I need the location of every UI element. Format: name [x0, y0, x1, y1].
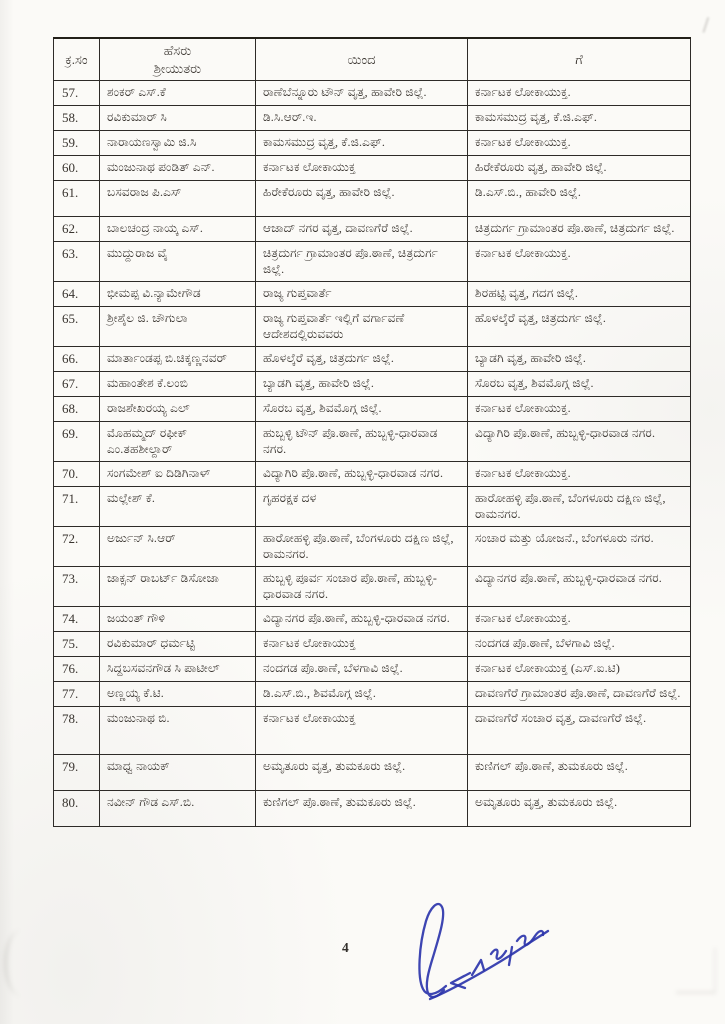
cell-name: ರವಿಕುಮಾರ್ ಸಿ	[100, 106, 256, 131]
cell-to: ಕರ್ನಾಟಕ ಲೋಕಾಯುಕ್ತ.	[468, 606, 691, 631]
table-row	[54, 180, 691, 216]
cell-serial: 70.	[54, 461, 100, 486]
cell-serial: 76.	[54, 656, 100, 681]
cell-serial: 67.	[54, 371, 100, 396]
cell-to: ವಿದ್ಯಾಗಿರಿ ಪೊ.ಠಾಣೆ, ಹುಬ್ಬಳ್ಳಿ-ಧಾರವಾಡ ನಗರ.	[468, 421, 691, 461]
cell-from: ನಂದಗಡ ಪೊ.ಠಾಣೆ, ಬೆಳಗಾವಿ ಜಿಲ್ಲೆ.	[256, 656, 468, 681]
cell-name: ನವೀನ್ ಗೌಡ ಎಸ್.ಬಿ.	[100, 790, 256, 826]
cell-from: ರಾಜ್ಯ ಗುಪ್ತವಾರ್ತೆ	[256, 281, 468, 306]
cell-name: ಭೀಮಪ್ಪ ವಿ.ನ್ಯಾಮೇಗೌಡ	[100, 281, 256, 306]
table-row	[54, 606, 691, 631]
table-header-row	[54, 38, 691, 81]
cell-name: ಮಾಧ್ವ ನಾಯಕ್	[100, 754, 256, 790]
table-row	[54, 526, 691, 566]
cell-serial: 66.	[54, 346, 100, 371]
cell-from: ವಿದ್ಯಾಗಿರಿ ಪೊ.ಠಾಣೆ, ಹುಬ್ಬಳ್ಳಿ-ಧಾರವಾಡ ನಗರ.	[256, 461, 468, 486]
cell-to: ಕರ್ನಾಟಕ ಲೋಕಾಯುಕ್ತ.	[468, 241, 691, 281]
table-row	[54, 754, 691, 790]
cell-name: ಬಾಲಚಂದ್ರ ನಾಯ್ಕ ಎಸ್.	[100, 216, 256, 241]
cell-serial: 74.	[54, 606, 100, 631]
cell-to: ಕರ್ನಾಟಕ ಲೋಕಾಯುಕ್ತ (ಎಸ್.ಐ.ಟಿ)	[468, 656, 691, 681]
header-name	[100, 38, 256, 81]
cell-from: ಕುಣಿಗಲ್ ಪೊ.ಠಾಣೆ, ತುಮಕೂರು ಜಿಲ್ಲೆ.	[256, 790, 468, 826]
table-row	[54, 706, 691, 754]
signature	[392, 893, 562, 1011]
table-body	[54, 81, 691, 826]
cell-name: ಮಲ್ಲೇಶ್ ಕೆ.	[100, 486, 256, 526]
cell-from: ಹಾರೋಹಳ್ಳಿ ಪೊ.ಠಾಣೆ, ಬೆಂಗಳೂರು ದಕ್ಷಿಣ ಜಿಲ್ಲೆ, ರಾಮನಗರ.	[256, 526, 468, 566]
table-row	[54, 566, 691, 606]
cell-name: ಮುದ್ದುರಾಜ ವೈ	[100, 241, 256, 281]
cell-to: ಅಮೃತೂರು ವೃತ್ತ, ತುಮಕೂರು ಜಿಲ್ಲೆ.	[468, 790, 691, 826]
cell-to: ಹಿರೇಕೆರೂರು ವೃತ್ತ, ಹಾವೇರಿ ಜಿಲ್ಲೆ.	[468, 155, 691, 180]
cell-serial: 75.	[54, 631, 100, 656]
cell-from: ಡಿ.ಎಸ್.ಬಿ., ಶಿವಮೊಗ್ಗ ಜಿಲ್ಲೆ.	[256, 681, 468, 706]
cell-to: ಕುಣಿಗಲ್ ಪೊ.ಠಾಣೆ, ತುಮಕೂರು ಜಿಲ್ಲೆ.	[468, 754, 691, 790]
cell-name: ಸಿದ್ದಬಸವನಗೌಡ ಸಿ ಪಾಟೀಲ್	[100, 656, 256, 681]
cell-serial: 69.	[54, 421, 100, 461]
cell-to: ಡಿ.ಎಸ್.ಬಿ., ಹಾವೇರಿ ಜಿಲ್ಲೆ.	[468, 180, 691, 216]
cell-serial: 78.	[54, 706, 100, 754]
cell-from: ಡಿ.ಸಿ.ಆರ್.ಇ.	[256, 106, 468, 131]
cell-serial: 77.	[54, 681, 100, 706]
table-row	[54, 155, 691, 180]
page-number: 4	[342, 940, 349, 955]
cell-name: ರವಿಕುಮಾರ್ ಧರ್ಮಟ್ಟಿ	[100, 631, 256, 656]
cell-to: ಸೊರಬ ವೃತ್ತ, ಶಿವಮೊಗ್ಗ ಜಿಲ್ಲೆ.	[468, 371, 691, 396]
cell-serial: 63.	[54, 241, 100, 281]
cell-from: ಬ್ಯಾಡಗಿ ವೃತ್ತ, ಹಾವೇರಿ ಜಿಲ್ಲೆ.	[256, 371, 468, 396]
cell-to: ಕರ್ನಾಟಕ ಲೋಕಾಯುಕ್ತ.	[468, 130, 691, 155]
cell-name: ಸಂಗಮೇಶ್ ಐ ದಿಡಿಗಿನಾಳ್	[100, 461, 256, 486]
cell-serial: 59.	[54, 130, 100, 155]
cell-from: ಹಿರೇಕೆರೂರು ವೃತ್ತ, ಹಾವೇರಿ ಜಿಲ್ಲೆ.	[256, 180, 468, 216]
cell-from: ಕರ್ನಾಟಕ ಲೋಕಾಯುಕ್ತ	[256, 706, 468, 754]
table-row	[54, 486, 691, 526]
cell-name: ಅಣ್ಣಯ್ಯ ಕೆ.ಟಿ.	[100, 681, 256, 706]
cell-serial: 65.	[54, 306, 100, 346]
cell-to: ಸಂಚಾರ ಮತ್ತು ಯೋಜನೆ., ಬೆಂಗಳೂರು ನಗರ.	[468, 526, 691, 566]
cell-name: ಮಾರ್ತಾಂಡಪ್ಪ ಬಿ.ಚಿಕ್ಕಣ್ಣನವರ್	[100, 346, 256, 371]
cell-name: ಮೊಹಮ್ಮದ್ ರಫೀಕ್ ಎಂ.ತಹಶೀಲ್ದಾರ್	[100, 421, 256, 461]
table-row	[54, 241, 691, 281]
cell-from: ಆಜಾದ್ ನಗರ ವೃತ್ತ, ದಾವಣಗೆರೆ ಜಿಲ್ಲೆ.	[256, 216, 468, 241]
table-row	[54, 790, 691, 826]
signature-letters	[472, 931, 543, 975]
header-name-line2: ಶ್ರೀಯುತರು	[153, 60, 202, 76]
cell-name: ಮಂಜುನಾಥ ಪಂಡಿತ್ ಎನ್.	[100, 155, 256, 180]
table-row	[54, 656, 691, 681]
cell-to: ಕರ್ನಾಟಕ ಲೋಕಾಯುಕ್ತ.	[468, 396, 691, 421]
cell-serial: 61.	[54, 180, 100, 216]
table-row	[54, 306, 691, 346]
cell-serial: 73.	[54, 566, 100, 606]
cell-to: ಕರ್ನಾಟಕ ಲೋಕಾಯುಕ್ತ.	[468, 81, 691, 106]
header-name-line1: ಹೆಸರು	[163, 43, 192, 58]
cell-from: ಗೃಹರಕ್ಷಕ ದಳ	[256, 486, 468, 526]
table-row	[54, 681, 691, 706]
cell-from: ಕರ್ನಾಟಕ ಲೋಕಾಯುಕ್ತ	[256, 155, 468, 180]
cell-to: ಚಿತ್ರದುರ್ಗ ಗ್ರಾಮಾಂತರ ಪೊ.ಠಾಣೆ, ಚಿತ್ರದುರ್ಗ ಜಿಲ್ಲೆ.	[468, 216, 691, 241]
table-row	[54, 396, 691, 421]
table-row	[54, 371, 691, 396]
cell-name: ರಾಜಶೇಖರಯ್ಯ ಎಲ್	[100, 396, 256, 421]
cell-to: ಹೊಳಲ್ಕೆರೆ ವೃತ್ತ, ಚಿತ್ರದುರ್ಗ ಜಿಲ್ಲೆ.	[468, 306, 691, 346]
signature-loop	[419, 904, 446, 997]
cell-from: ವಿದ್ಯಾನಗರ ಪೊ.ಠಾಣೆ, ಹುಬ್ಬಳ್ಳಿ-ಧಾರವಾಡ ನಗರ.	[256, 606, 468, 631]
cell-serial: 64.	[54, 281, 100, 306]
cell-serial: 71.	[54, 486, 100, 526]
cell-serial: 60.	[54, 155, 100, 180]
cell-to: ಹಾರೋಹಳ್ಳಿ ಪೊ.ಠಾಣೆ, ಬೆಂಗಳೂರು ದಕ್ಷಿಣ ಜಿಲ್ಲೆ, ರಾಮನಗರ.	[468, 486, 691, 526]
cell-serial: 72.	[54, 526, 100, 566]
cell-name: ಜಯಂತ್ ಗೌಳಿ	[100, 606, 256, 631]
cell-from: ಚಿತ್ರದುರ್ಗ ಗ್ರಾಮಾಂತರ ಪೊ.ಠಾಣೆ, ಚಿತ್ರದುರ್ಗ ಜಿಲ್ಲೆ.	[256, 241, 468, 281]
cell-to: ಶಿರಹಟ್ಟಿ ವೃತ್ತ, ಗದಗ ಜಿಲ್ಲೆ.	[468, 281, 691, 306]
cell-from: ಹುಬ್ಬಳ್ಳಿ ಟೌನ್ ಪೊ.ಠಾಣೆ, ಹುಬ್ಬಳ್ಳಿ-ಧಾರವಾಡ ನಗರ.	[256, 421, 468, 461]
cell-to: ದಾವಣಗೆರೆ ಸಂಚಾರ ವೃತ್ತ, ದಾವಣಗೆರೆ ಜಿಲ್ಲೆ.	[468, 706, 691, 754]
scan-artifact-top-right	[697, 15, 710, 33]
cell-from: ಕಾಮಸಮುದ್ರ ವೃತ್ತ, ಕೆ.ಜಿ.ಎಫ್.	[256, 130, 468, 155]
scan-artifact-left	[4, 930, 38, 996]
cell-name: ಶ್ರೀಶೈಲ ಜಿ. ಚೌಗುಲಾ	[100, 306, 256, 346]
cell-to: ಕರ್ನಾಟಕ ಲೋಕಾಯುಕ್ತ.	[468, 461, 691, 486]
cell-from: ರಾಜ್ಯ ಗುಪ್ತವಾರ್ತೆ ಇಲ್ಲಿಗೆ ವರ್ಗಾವಣೆ ಆದೇಶದಲ್ಲಿರುವವರು	[256, 306, 468, 346]
cell-to: ದಾವಣಗೆರೆ ಗ್ರಾಮಾಂತರ ಪೊ.ಠಾಣೆ, ದಾವಣಗೆರೆ ಜಿಲ್ಲೆ.	[468, 681, 691, 706]
cell-serial: 80.	[54, 790, 100, 826]
cell-serial: 68.	[54, 396, 100, 421]
cell-name: ಶಂಕರ್ ಎಸ್.ಕೆ	[100, 81, 256, 106]
header-from: ಯಿಂದ	[256, 38, 468, 81]
cell-to: ವಿದ್ಯಾನಗರ ಪೊ.ಠಾಣೆ, ಹುಬ್ಬಳ್ಳಿ-ಧಾರವಾಡ ನಗರ.	[468, 566, 691, 606]
cell-name: ಮಂಜುನಾಥ ಬಿ.	[100, 706, 256, 754]
transfer-table	[53, 37, 691, 827]
cell-to: ಬ್ಯಾಡಗಿ ವೃತ್ತ, ಹಾವೇರಿ ಜಿಲ್ಲೆ.	[468, 346, 691, 371]
cell-serial: 62.	[54, 216, 100, 241]
table-row	[54, 106, 691, 131]
table-row	[54, 461, 691, 486]
header-to: ಗೆ	[468, 38, 691, 81]
cell-name: ಜಾಕ್ಸನ್ ರಾಬರ್ಟ್ ಡಿಸೋಜಾ	[100, 566, 256, 606]
cell-from: ಸೊರಬ ವೃತ್ತ, ಶಿವಮೊಗ್ಗ ಜಿಲ್ಲೆ.	[256, 396, 468, 421]
table-row	[54, 631, 691, 656]
table-row	[54, 281, 691, 306]
cell-name: ಬಸವರಾಜ ಪಿ.ಎಸ್	[100, 180, 256, 216]
cell-name: ನಾರಾಯಣಸ್ವಾಮಿ ಜಿ.ಸಿ	[100, 130, 256, 155]
cell-from: ಹೊಳಲ್ಕೆರೆ ವೃತ್ತ, ಚಿತ್ರದುರ್ಗ ಜಿಲ್ಲೆ.	[256, 346, 468, 371]
cell-to: ನಂದಗಡ ಪೊ.ಠಾಣೆ, ಬೆಳಗಾವಿ ಜಿಲ್ಲೆ.	[468, 631, 691, 656]
header-serial: ಕ್ರ.ಸಂ	[54, 38, 100, 81]
cell-from: ಕರ್ನಾಟಕ ಲೋಕಾಯುಕ್ತ	[256, 631, 468, 656]
table-row	[54, 421, 691, 461]
cell-name: ಅರ್ಜುನ್ ಸಿ.ಆರ್	[100, 526, 256, 566]
table-row	[54, 130, 691, 155]
cell-serial: 79.	[54, 754, 100, 790]
table-row	[54, 346, 691, 371]
cell-name: ಮಹಾಂತೇಶ ಕೆ.ಲಂಬಿ	[100, 371, 256, 396]
scan-artifact-right	[676, 948, 716, 994]
cell-from: ಅಮೃತೂರು ವೃತ್ತ, ತುಮಕೂರು ಜಿಲ್ಲೆ.	[256, 754, 468, 790]
cell-to: ಕಾಮಸಮುದ್ರ ವೃತ್ತ, ಕೆ.ಜಿ.ಎಫ್.	[468, 106, 691, 131]
table-row	[54, 81, 691, 106]
table-row	[54, 216, 691, 241]
cell-from: ಹುಬ್ಬಳ್ಳಿ ಪೂರ್ವ ಸಂಚಾರ ಪೊ.ಠಾಣೆ, ಹುಬ್ಬಳ್ಳಿ-ಧಾರವಾಡ ನಗರ.	[256, 566, 468, 606]
cell-serial: 57.	[54, 81, 100, 106]
cell-from: ರಾಣೆಬೆನ್ನೂರು ಟೌನ್ ವೃತ್ತ, ಹಾವೇರಿ ಜಿಲ್ಲೆ.	[256, 81, 468, 106]
cell-serial: 58.	[54, 106, 100, 131]
